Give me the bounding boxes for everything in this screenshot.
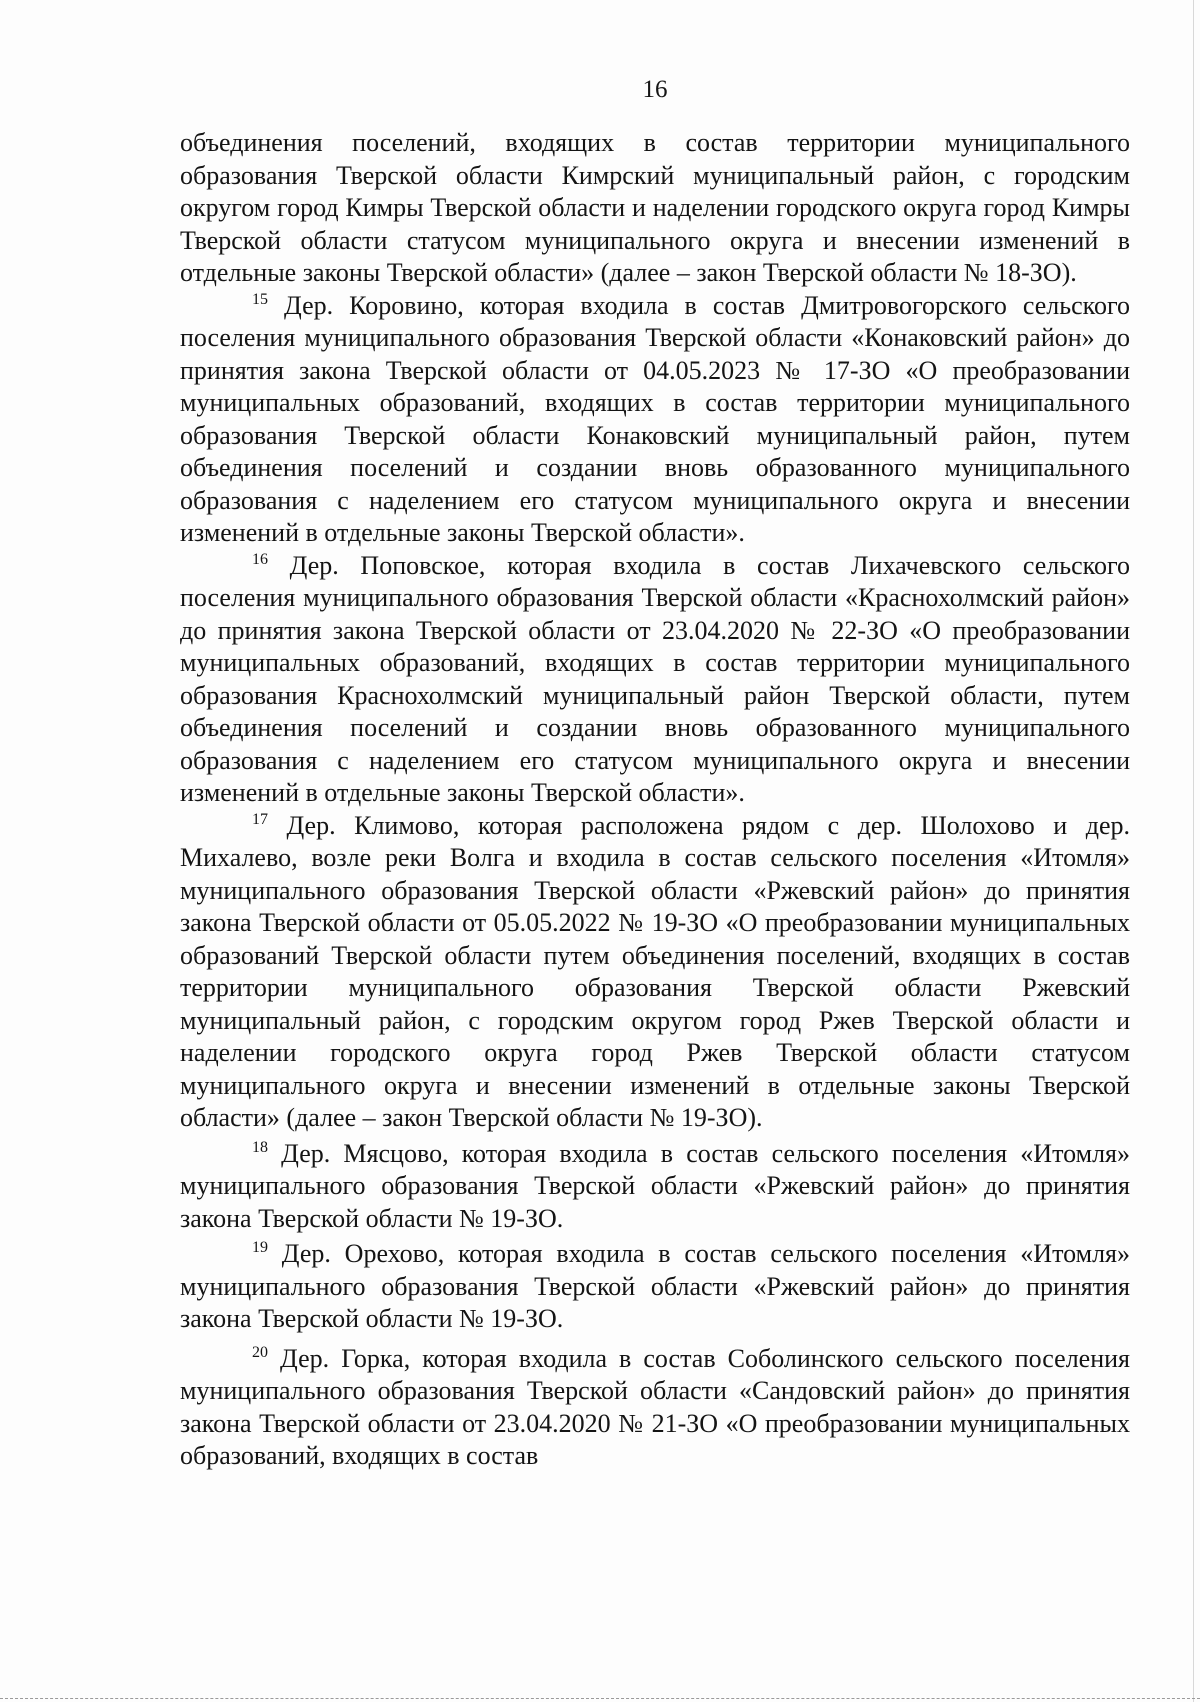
footnote-marker: 18 [252, 1138, 268, 1156]
footnote-marker: 16 [252, 550, 268, 568]
document-body [180, 127, 1130, 1473]
page-edge-right [1193, 0, 1194, 1702]
footnote-marker: 17 [252, 810, 268, 828]
page-edge-bottom [0, 1698, 1200, 1700]
paragraph-text: Дер. Поповское, которая входила в состав Лихачевского сельского поселения муниципального образования Тверской области «Краснохолмский район» до принятия закона Тверской области от 23.04.2020 № 22-ЗО «О преобразовании муниципальных образований, входящих в состав территории муниципального образования Краснохолмский муниципальный район Тверской области, путем объединения поселений и создании вновь образованного муниципального образования с наделением его статусом муниципального округа и внесении изменений в отдельные законы Тверской области». [180, 550, 1130, 807]
footnote-paragraph-20 [180, 1343, 1130, 1473]
footnote-marker: 20 [252, 1343, 268, 1361]
paragraph-continuation [180, 127, 1130, 290]
footnote-paragraph-19 [180, 1238, 1130, 1336]
footnote-paragraph-15 [180, 290, 1130, 550]
page-number: 16 [642, 76, 668, 103]
footnote-paragraph-17 [180, 810, 1130, 1135]
footnote-paragraph-18 [180, 1138, 1130, 1236]
footnote-paragraph-16 [180, 550, 1130, 810]
paragraph-text: Дер. Коровино, которая входила в состав Дмитровогорского сельского поселения муниципального образования Тверской области «Конаковский район» до принятия закона Тверской области от 04.05.2023 № 17-ЗО «О преобразовании муниципальных образований, входящих в состав территории муниципального образования Тверской области Конаковский муниципальный район, путем объединения поселений и создании вновь образованного муниципального образования с наделением его статусом муниципального округа и внесении изменений в отдельные законы Тверской области». [180, 290, 1130, 547]
paragraph-text: Дер. Мясцово, которая входила в состав сельского поселения «Итомля» муниципального образования Тверской области «Ржевский район» до принятия закона Тверской области № 19-ЗО. [180, 1138, 1130, 1233]
footnote-marker: 19 [252, 1239, 268, 1256]
paragraph-text: объединения поселений, входящих в состав территории муниципального образования Тверской области Кимрский муниципальный район, с городским округом город Кимры Тверской области и наделении городского округа город Кимры Тверской области статусом муниципального округа и внесении изменений в отдельные законы Тверской области» (далее – закон Тверской области № 18-ЗО). [180, 128, 1130, 287]
paragraph-text: Дер. Климово, которая расположена рядом с дер. Шолохово и дер. Михалево, возле реки Волга и входила в состав сельского поселения «Итомля» муниципального образования Тверской области «Ржевский район» до принятия закона Тверской области от 05.05.2022 № 19-ЗО «О преобразовании муниципальных образований Тверской области путем объединения поселений, входящих в состав территории муниципального образования Тверской области Ржевский муниципальный район, с городским округом город Ржев Тверской области и наделении городского округа город Ржев Тверской области статусом муниципального округа и внесении изменений в отдельные законы Тверской области» (далее – закон Тверской области № 19-ЗО). [180, 810, 1130, 1132]
footnote-marker: 15 [252, 290, 268, 308]
paragraph-text: Дер. Горка, которая входила в состав Соболинского сельского поселения муниципального образования Тверской области «Сандовский район» до принятия закона Тверской области от 23.04.2020 № 21-ЗО «О преобразовании муниципальных образований, входящих в состав [180, 1343, 1130, 1470]
paragraph-text: Дер. Орехово, которая входила в состав сельского поселения «Итомля» муниципального образования Тверской области «Ржевский район» до принятия закона Тверской области № 19-ЗО. [180, 1239, 1130, 1333]
